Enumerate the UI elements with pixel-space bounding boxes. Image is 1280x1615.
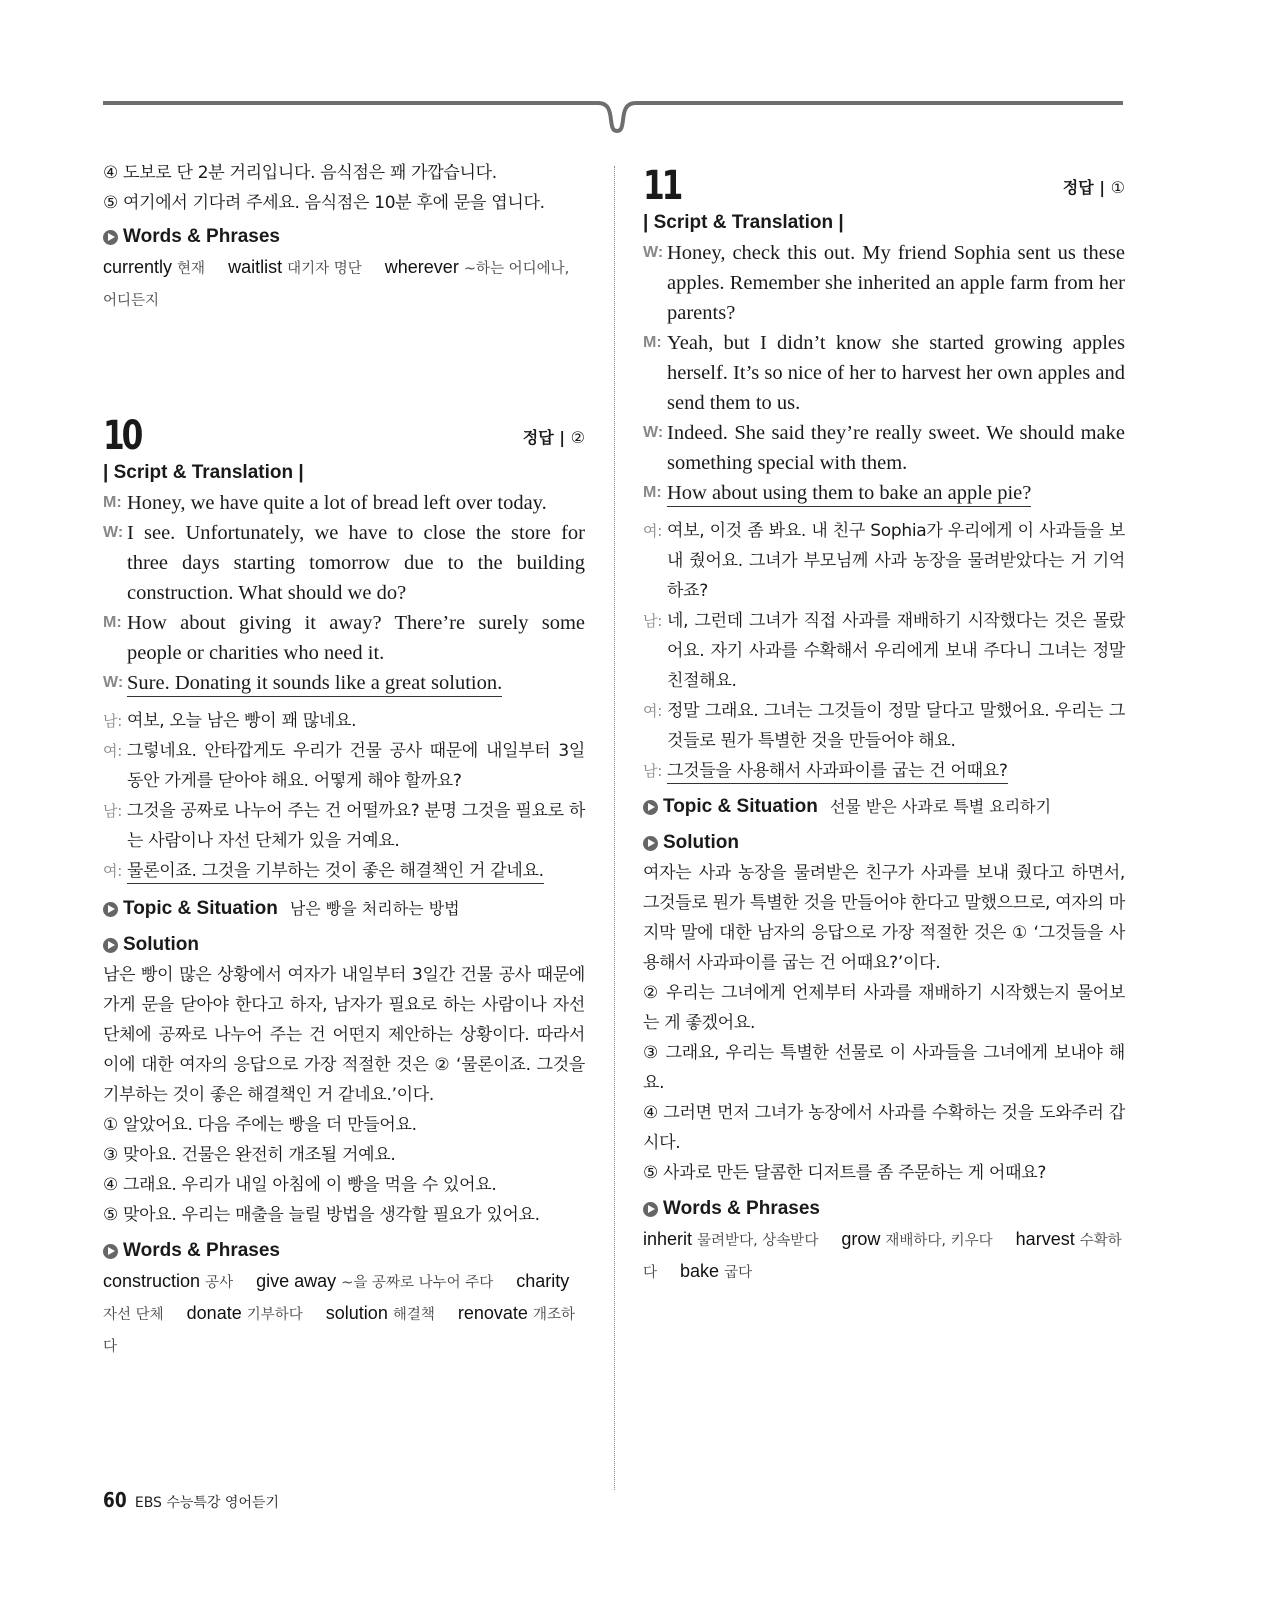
word-ko: 대기자 명단	[287, 261, 362, 277]
page-footer	[103, 1488, 279, 1512]
page-number: 60	[103, 1488, 127, 1512]
word-en: waitlist	[228, 257, 283, 277]
words-heading	[103, 1236, 585, 1266]
section-title: Topic & Situation	[123, 898, 278, 919]
words-list	[103, 1266, 585, 1362]
word-en: charity	[516, 1271, 570, 1291]
script-line	[643, 418, 1125, 478]
speaker-label: 여:	[643, 522, 662, 540]
script-line	[103, 608, 585, 668]
word-ko: 해결책	[392, 1307, 435, 1323]
speaker-label: M:	[643, 334, 662, 351]
line-text: 여보, 오늘 남은 빵이 꽤 많네요.	[127, 711, 357, 731]
script-line	[643, 238, 1125, 328]
word-en: solution	[325, 1303, 388, 1323]
play-bullet-icon	[643, 836, 658, 851]
play-bullet-icon	[103, 1244, 118, 1259]
word-ko: 재배하다, 키우다	[885, 1233, 993, 1249]
word-ko: 자선 단체	[103, 1307, 164, 1323]
prev-choice-4: ④ 도보로 단 2분 거리입니다. 음식점은 꽤 가깝습니다.	[103, 163, 497, 183]
translation-line	[643, 606, 1125, 696]
word-en: currently	[103, 257, 173, 277]
line-text: 정말 그래요. 그녀는 그것들이 정말 달다고 말했어요. 우리는 그것들로 뭔가 특별한 것을 만들어야 해요.	[667, 701, 1125, 751]
speaker-label: M:	[103, 494, 122, 511]
play-bullet-icon	[103, 902, 118, 917]
solution-heading	[103, 930, 585, 960]
play-bullet-icon	[103, 230, 118, 245]
line-text: How about giving it away? There’re surely some people or charities who need it.	[127, 612, 585, 664]
word-en: bake	[680, 1261, 720, 1281]
line-text: Indeed. She said they’re really sweet. We should make something special with them.	[667, 422, 1125, 474]
word-ko: 굽다	[724, 1265, 753, 1281]
translation-line	[103, 796, 585, 856]
other-choice: ⑤ 사과로 만든 달콤한 디저트를 좀 주문하는 게 어때요?	[643, 1163, 1047, 1183]
play-bullet-icon	[643, 800, 658, 815]
underlined-answer: 물론이죠. 그것을 기부하는 것이 좋은 해결책인 거 같네요.	[127, 861, 544, 884]
words-heading	[643, 1194, 1125, 1224]
other-choice: ④ 그래요. 우리가 내일 아침에 이 빵을 먹을 수 있어요.	[103, 1175, 497, 1195]
script-line-answer	[103, 668, 585, 698]
prev-words-heading	[103, 222, 585, 252]
word-en: give away	[256, 1271, 337, 1291]
question-number: 11	[643, 163, 681, 209]
right-column	[643, 164, 1125, 1288]
word-en: construction	[103, 1271, 201, 1291]
prev-words-list	[103, 252, 585, 316]
speaker-label: 남:	[103, 712, 122, 730]
line-text: Honey, we have quite a lot of bread left over today.	[127, 492, 547, 514]
book-title: EBS 수능특강 영어듣기	[134, 1495, 280, 1511]
header-rule	[103, 98, 1123, 138]
word-en: renovate	[457, 1303, 528, 1323]
translation-line	[103, 736, 585, 796]
script-title: | Script & Translation |	[103, 462, 304, 483]
speaker-label: 여:	[103, 862, 122, 880]
answer-label: 정답 |	[522, 428, 571, 447]
section-title: Solution	[123, 934, 199, 955]
word-en: wherever	[384, 257, 459, 277]
script-title: | Script & Translation |	[643, 212, 844, 233]
line-text: Yeah, but I didn’t know she started growing apples herself. It’s so nice of her to harvest her own apples and send them to us.	[667, 332, 1125, 414]
word-en: grow	[841, 1229, 881, 1249]
word-ko: 수확하다	[643, 1233, 1122, 1281]
line-text: I see. Unfortunately, we have to close the store for three days starting tomorrow due to the building construction. What should we do?	[127, 522, 585, 604]
speaker-label: W:	[643, 424, 664, 441]
other-choice: ② 우리는 그녀에게 언제부터 사과를 재배하기 시작했는지 물어보는 게 좋겠어요.	[643, 983, 1125, 1033]
other-choice: ③ 맞아요. 건물은 완전히 개조될 거예요.	[103, 1145, 396, 1165]
answer-value: ①	[1110, 178, 1125, 197]
question-number: 10	[103, 413, 141, 459]
word-ko: 현재	[177, 261, 206, 277]
word-ko: ~하는 어디에나, 어디든지	[103, 261, 570, 309]
underlined-answer: 그것들을 사용해서 사과파이를 굽는 건 어때요?	[667, 761, 1008, 784]
translation-line-answer	[643, 756, 1125, 786]
solution-text: 여자는 사과 농장을 물려받은 친구가 사과를 보내 줬다고 하면서, 그것들로 뭔가 특별한 것을 만들어야 한다고 말했으므로, 여자의 마지막 말에 대한 남자의 응답으로 가장 적절한 것은 ① ‘그것들을 사용해서 사과파이를 굽는 건 어때요?’이다.	[643, 863, 1125, 973]
section-title: Solution	[663, 832, 739, 853]
underlined-answer: How about using them to bake an apple pie?	[667, 482, 1031, 507]
section-title: Words & Phrases	[123, 226, 280, 247]
word-en: donate	[186, 1303, 242, 1323]
answer-value: ②	[570, 428, 585, 447]
topic-heading	[643, 792, 1125, 822]
other-choice: ③ 그래요, 우리는 특별한 선물로 이 사과들을 그녀에게 보내야 해요.	[643, 1043, 1125, 1093]
translation-line	[643, 516, 1125, 606]
speaker-label: M:	[103, 614, 122, 631]
translation-line-answer	[103, 856, 585, 886]
word-ko: 물려받다, 상속받다	[697, 1233, 819, 1249]
speaker-label: W:	[103, 524, 124, 541]
speaker-label: 남:	[103, 802, 122, 820]
speaker-label: W:	[103, 674, 124, 691]
play-bullet-icon	[103, 938, 118, 953]
line-text: 네, 그런데 그녀가 직접 사과를 재배하기 시작했다는 것은 몰랐어요. 자기 사과를 수확해서 우리에게 보내 주다니 그녀는 정말 친절해요.	[667, 611, 1125, 691]
topic-text: 남은 빵을 처리하는 방법	[289, 899, 460, 918]
question-10-header	[103, 414, 585, 458]
speaker-label: 여:	[103, 742, 122, 760]
speaker-label: 남:	[643, 612, 662, 630]
speaker-label: 여:	[643, 702, 662, 720]
underlined-answer: Sure. Donating it sounds like a great solution.	[127, 672, 502, 697]
play-bullet-icon	[643, 1202, 658, 1217]
section-title: Words & Phrases	[123, 1240, 280, 1261]
line-text: 그것을 공짜로 나누어 주는 건 어떨까요? 분명 그것을 필요로 하는 사람이나 자선 단체가 있을 거예요.	[127, 801, 585, 851]
topic-text: 선물 받은 사과로 특별 요리하기	[829, 797, 1052, 816]
solution-text: 남은 빵이 많은 상황에서 여자가 내일부터 3일간 건물 공사 때문에 가게 문을 닫아야 한다고 하자, 남자가 필요로 하는 사람이나 자선 단체에 공짜로 나누어 주는 건 어떤지 제안하는 상황이다. 따라서 이에 대한 여자의 응답으로 가장 적절한 것은 ② ‘물론이죠. 그것을 기부하는 것이 좋은 해결책인 거 같네요.’이다.	[103, 965, 585, 1105]
word-ko: 공사	[205, 1275, 234, 1291]
word-en: harvest	[1015, 1229, 1075, 1249]
translation-line	[103, 706, 585, 736]
translation-line	[643, 696, 1125, 756]
speaker-label: 남:	[643, 762, 662, 780]
line-text: Honey, check this out. My friend Sophia sent us these apples. Remember she inherited an apple farm from her parents?	[667, 242, 1125, 324]
script-line	[643, 328, 1125, 418]
section-title: Words & Phrases	[663, 1198, 820, 1219]
words-list	[643, 1224, 1125, 1288]
word-ko: 기부하다	[246, 1307, 303, 1323]
other-choice: ④ 그러면 먼저 그녀가 농장에서 사과를 수확하는 것을 도와주러 갑시다.	[643, 1103, 1125, 1153]
line-text: 그렇네요. 안타깝게도 우리가 건물 공사 때문에 내일부터 3일 동안 가게를 닫아야 해요. 어떻게 해야 할까요?	[127, 741, 585, 791]
answer-badge	[523, 425, 585, 458]
other-choice: ① 알았어요. 다음 주에는 빵을 더 만들어요.	[103, 1115, 417, 1135]
other-choice: ⑤ 맞아요. 우리는 매출을 늘릴 방법을 생각할 필요가 있어요.	[103, 1205, 540, 1225]
answer-label: 정답 |	[1062, 178, 1111, 197]
topic-heading	[103, 894, 585, 924]
word-ko: 개조하다	[103, 1307, 575, 1355]
speaker-label: M:	[643, 484, 662, 501]
line-text: 여보, 이것 좀 봐요. 내 친구 Sophia가 우리에게 이 사과들을 보내 줬어요. 그녀가 부모님께 사과 농장을 물려받았다는 거 기억하죠?	[667, 521, 1125, 601]
left-column	[103, 158, 585, 1362]
solution-heading	[643, 828, 1125, 858]
prev-choice-5: ⑤ 여기에서 기다려 주세요. 음식점은 10분 후에 문을 엽니다.	[103, 193, 545, 213]
column-divider	[614, 166, 615, 1490]
section-title: Topic & Situation	[663, 796, 818, 817]
question-11-header	[643, 164, 1125, 208]
script-line-answer	[643, 478, 1125, 508]
answer-badge	[1063, 175, 1125, 208]
script-line	[103, 518, 585, 608]
word-en: inherit	[643, 1229, 693, 1249]
script-line	[103, 488, 585, 518]
speaker-label: W:	[643, 244, 664, 261]
word-ko: ~을 공짜로 나누어 주다	[341, 1275, 494, 1291]
